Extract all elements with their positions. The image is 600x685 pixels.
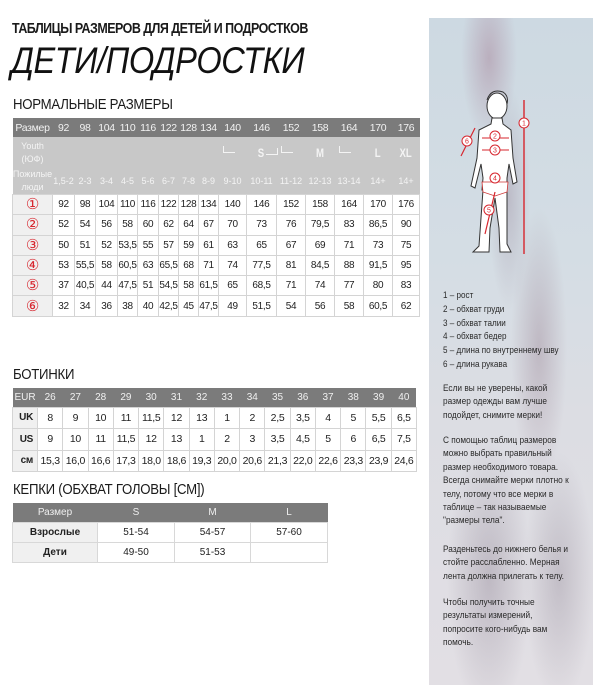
boots-cell: 16,6 [88,450,113,472]
boots-header-row [13,388,417,407]
age-cell: 7-8 [179,168,199,195]
caps-cell [251,542,328,562]
caps-header-row [13,503,328,522]
boots-row [13,429,417,451]
size-cell: 86,5 [364,215,393,235]
size-cell: 58 [179,276,199,296]
size-cell: 152 [277,195,306,215]
boots-col: 37 [315,388,340,407]
caps-row-label: Взрослые [13,522,98,542]
svg-text:5: 5 [487,207,491,215]
size-cell: 70 [219,215,247,235]
size-cell: 92 [53,195,75,215]
size-cell: 54,5 [159,276,179,296]
size-cell: 58 [96,255,118,275]
boots-cell: 13 [189,407,214,429]
size-cell: 76 [277,215,306,235]
size-cell: 51 [75,235,96,255]
boots-cell: 1 [214,407,239,429]
size-cell: 83 [335,215,364,235]
measure-marker-icon: ⑤ [13,276,53,296]
caps-table [12,503,328,563]
size-cell: 90 [393,215,420,235]
size-cell: 84,5 [306,255,335,275]
size-cell: 110 [118,195,138,215]
size-cell: 40,5 [75,276,96,296]
size-cell: 32 [53,296,75,316]
age-cell: 4-5 [118,168,138,195]
size-cell: 75 [393,235,420,255]
size-cell: 73 [364,235,393,255]
size-cell: 52 [53,215,75,235]
size-cell: 71 [277,276,306,296]
caps-cell: 49-50 [98,542,175,562]
caps-col-l: L [251,503,328,522]
boots-cell: 12 [164,407,189,429]
boots-cell: 3 [240,429,265,451]
age-cell: 5-6 [138,168,159,195]
boots-row-label: UK [13,407,38,429]
size-cell: 134 [199,195,219,215]
size-col: 152 [277,118,306,137]
size-cell: 61,5 [199,276,219,296]
size-cell: 47,5 [118,276,138,296]
boots-cell: 22,0 [290,450,315,472]
size-cell: 146 [247,195,277,215]
caps-row-kids [13,542,328,562]
marker-1: 1 [522,120,526,128]
size-col: 110 [118,118,138,137]
caps-row-label: Дети [13,542,98,562]
age-cell: 3-4 [96,168,118,195]
size-cell: 44 [96,276,118,296]
svg-text:4: 4 [493,175,497,183]
size-cell: 128 [179,195,199,215]
boots-col: 38 [341,388,366,407]
age-row [13,168,420,195]
measurement-guide-sidebar [429,18,593,685]
size-col: 98 [75,118,96,137]
size-cell: 51,5 [247,296,277,316]
boots-cell: 4 [315,407,340,429]
boots-cell: 11,5 [113,429,138,451]
size-cell: 45 [179,296,199,316]
boots-col: 40 [391,388,416,407]
size-cell: 164 [335,195,364,215]
svg-text:2: 2 [493,133,497,141]
boots-row [13,450,417,472]
legend-item: 3 – обхват талии [443,317,506,328]
section-title-caps: КЕПКИ (ОБХВАТ ГОЛОВЫ [СМ]) [13,481,205,498]
boots-cell: 7,5 [391,429,416,451]
size-cell: 158 [306,195,335,215]
caps-cell: 57-60 [251,522,328,542]
measure-marker-icon: ④ [13,255,53,275]
size-cell: 63 [219,235,247,255]
size-cell: 88 [335,255,364,275]
size-cell: 42,5 [159,296,179,316]
size-cell: 81 [277,255,306,275]
size-cell: 64 [179,215,199,235]
boots-col: 31 [164,388,189,407]
boots-cell: 3,5 [290,407,315,429]
measure-marker-icon: ③ [13,235,53,255]
page-title: ДЕТИ/ПОДРОСТКИ [11,40,305,81]
youth-size-m: M [306,137,335,168]
boots-row-label: см [13,450,38,472]
bracket-l-left [335,137,364,168]
youth-size-s: S [247,137,277,168]
size-cell: 74 [306,276,335,296]
youth-label: Youth (ЮФ) [13,137,53,168]
boots-cell: 18,0 [139,450,164,472]
size-row [13,276,420,296]
size-cell: 69 [306,235,335,255]
boots-col: 32 [189,388,214,407]
size-col: 170 [364,118,393,137]
age-cell: 8-9 [199,168,219,195]
size-cell: 54 [75,215,96,235]
size-cell: 38 [118,296,138,316]
size-cell: 91,5 [364,255,393,275]
size-cell: 65,5 [159,255,179,275]
size-cell: 122 [159,195,179,215]
size-cell: 62 [393,296,420,316]
size-row [13,296,420,316]
size-cell: 52 [96,235,118,255]
youth-size-row [13,137,420,168]
size-cell: 74 [219,255,247,275]
legend-item: 6 – длина рукава [443,358,508,369]
measure-marker-icon: ② [13,215,53,235]
boots-col: 35 [265,388,290,407]
size-cell: 68,5 [247,276,277,296]
size-col: 134 [199,118,219,137]
size-cell: 98 [75,195,96,215]
boots-cell: 19,3 [189,450,214,472]
boots-cell: 20,0 [214,450,239,472]
size-row [13,235,420,255]
youth-size-l: L [364,137,393,168]
size-cell: 63 [138,255,159,275]
size-cell: 37 [53,276,75,296]
size-cell: 34 [75,296,96,316]
boots-col: 39 [366,388,391,407]
caps-header-label: Размер [13,503,98,522]
size-cell: 170 [364,195,393,215]
size-col: 146 [247,118,277,137]
legend-item: 4 – обхват бедер [443,331,507,342]
size-cell: 60 [138,215,159,235]
boots-col: 27 [63,388,88,407]
advice-paragraph: Разденьтесь до нижнего белья и стойте расслабленно. Мерная лента должна прилегать к телу. [443,544,569,581]
age-label: Пожилые люди [13,168,53,195]
bracket-m-left [277,137,306,168]
svg-text:6: 6 [465,138,469,146]
size-cell: 60,5 [118,255,138,275]
boots-cell: 1 [189,429,214,451]
boots-cell: 2,5 [265,407,290,429]
size-cell: 65 [219,276,247,296]
age-cell: 13-14 [335,168,364,195]
boots-cell: 10 [88,407,113,429]
age-cell: 14+ [364,168,393,195]
boots-col: 34 [240,388,265,407]
size-cell: 68 [179,255,199,275]
boots-cell: 5,5 [366,407,391,429]
boots-row-label: US [13,429,38,451]
boots-cell: 8 [38,407,63,429]
boots-col: 33 [214,388,239,407]
size-cell: 40 [138,296,159,316]
boots-cell: 13 [164,429,189,451]
size-cell: 176 [393,195,420,215]
advice-paragraph: С помощью таблиц размеров можно выбрать правильный размер необходимого товара. Всегда снимайте мерки плотно к телу, потому что все мерки в таблице – так называемые "размеры тела". [443,435,569,526]
size-cell: 71 [335,235,364,255]
boots-col: 30 [139,388,164,407]
boots-cell: 20,6 [240,450,265,472]
boots-cell: 6 [341,429,366,451]
sizes-body [13,195,420,317]
boots-cell: 10 [63,429,88,451]
boots-cell: 18,6 [164,450,189,472]
size-cell: 116 [138,195,159,215]
boots-cell: 23,3 [341,450,366,472]
size-col: 128 [179,118,199,137]
size-row [13,215,420,235]
age-cell: 12-13 [306,168,335,195]
boots-col: 26 [38,388,63,407]
boots-header-label: EUR [13,388,38,407]
size-cell: 80 [364,276,393,296]
boots-cell: 9 [63,407,88,429]
boots-cell: 11 [113,407,138,429]
boots-col: 36 [290,388,315,407]
boots-cell: 22,6 [315,450,340,472]
advice-paragraph: Чтобы получить точные результаты измерений, попросите кого-нибудь вам помочь. [443,597,548,648]
age-cell: 1,5-2 [53,168,75,195]
boots-body [13,407,417,472]
boots-cell: 9 [38,429,63,451]
size-cell: 53,5 [118,235,138,255]
boots-cell: 2 [240,407,265,429]
svg-text:3: 3 [493,147,497,155]
boots-cell: 3,5 [265,429,290,451]
size-header-row [13,118,420,137]
caps-col-s: S [98,503,175,522]
age-cell: 9-10 [219,168,247,195]
size-col: 116 [138,118,159,137]
boots-table [12,388,417,472]
size-cell: 71 [199,255,219,275]
age-cell: 6-7 [159,168,179,195]
size-row [13,195,420,215]
boots-cell: 4,5 [290,429,315,451]
boots-cell: 11 [88,429,113,451]
measurement-legend [443,289,571,372]
size-cell: 51 [138,276,159,296]
boots-cell: 6,5 [366,429,391,451]
boots-cell: 15,3 [38,450,63,472]
size-cell: 95 [393,255,420,275]
size-cell: 49 [219,296,247,316]
measure-marker-icon: ⑥ [13,296,53,316]
size-cell: 57 [159,235,179,255]
size-col: 164 [335,118,364,137]
age-cell: 11-12 [277,168,306,195]
size-cell: 58 [335,296,364,316]
size-cell: 77,5 [247,255,277,275]
body-measurement-figure-icon [447,78,557,258]
caps-cell: 51-53 [175,542,251,562]
page-supertitle: ТАБЛИЦЫ РАЗМЕРОВ ДЛЯ ДЕТЕЙ И ПОДРОСТКОВ [12,21,308,37]
boots-cell: 12 [139,429,164,451]
size-cell: 55,5 [75,255,96,275]
caps-col-m: M [175,503,251,522]
size-col: 158 [306,118,335,137]
size-col: 122 [159,118,179,137]
size-cell: 56 [306,296,335,316]
age-cell: 2-3 [75,168,96,195]
legend-item: 2 – обхват груди [443,303,505,314]
boots-cell: 23,9 [366,450,391,472]
section-title-boots: БОТИНКИ [13,366,75,383]
advice-paragraph: Если вы не уверены, какой размер одежды вам лучше подойдет, снимите мерки! [443,383,548,420]
boots-cell: 16,0 [63,450,88,472]
size-cell: 59 [179,235,199,255]
size-cell: 104 [96,195,118,215]
caps-cell: 51-54 [98,522,175,542]
size-cell: 55 [138,235,159,255]
boots-row [13,407,417,429]
boots-col: 28 [88,388,113,407]
size-col: 140 [219,118,247,137]
size-cell: 50 [53,235,75,255]
age-cell: 10-11 [247,168,277,195]
youth-size-xl: XL [393,137,420,168]
caps-row-adults [13,522,328,542]
boots-cell: 5 [315,429,340,451]
size-cell: 140 [219,195,247,215]
caps-cell: 54-57 [175,522,251,542]
legend-item: 5 – длина по внутреннему шву [443,345,559,356]
boots-cell: 11,5 [139,407,164,429]
bracket-s-left [219,137,247,168]
boots-cell: 17,3 [113,450,138,472]
size-col: 104 [96,118,118,137]
size-row [13,255,420,275]
size-cell: 79,5 [306,215,335,235]
size-cell: 67 [199,215,219,235]
size-cell: 53 [53,255,75,275]
size-cell: 62 [159,215,179,235]
size-cell: 73 [247,215,277,235]
boots-cell: 2 [214,429,239,451]
measure-marker-icon: ① [13,195,53,215]
normal-sizes-table [12,118,420,317]
size-cell: 54 [277,296,306,316]
size-header-label: Размер [13,118,53,137]
boots-cell: 24,6 [391,450,416,472]
age-cell: 14+ [393,168,420,195]
size-cell: 58 [118,215,138,235]
size-cell: 67 [277,235,306,255]
size-cell: 65 [247,235,277,255]
size-cell: 61 [199,235,219,255]
boots-cell: 21,3 [265,450,290,472]
size-cell: 60,5 [364,296,393,316]
size-col: 92 [53,118,75,137]
section-title-normal-sizes: НОРМАЛЬНЫЕ РАЗМЕРЫ [13,96,173,113]
size-cell: 36 [96,296,118,316]
size-cell: 77 [335,276,364,296]
boots-cell: 5 [341,407,366,429]
boots-col: 29 [113,388,138,407]
size-cell: 47,5 [199,296,219,316]
legend-item: 1 – рост [443,290,474,300]
boots-cell: 6,5 [391,407,416,429]
size-col: 176 [393,118,420,137]
size-cell: 56 [96,215,118,235]
size-cell: 83 [393,276,420,296]
